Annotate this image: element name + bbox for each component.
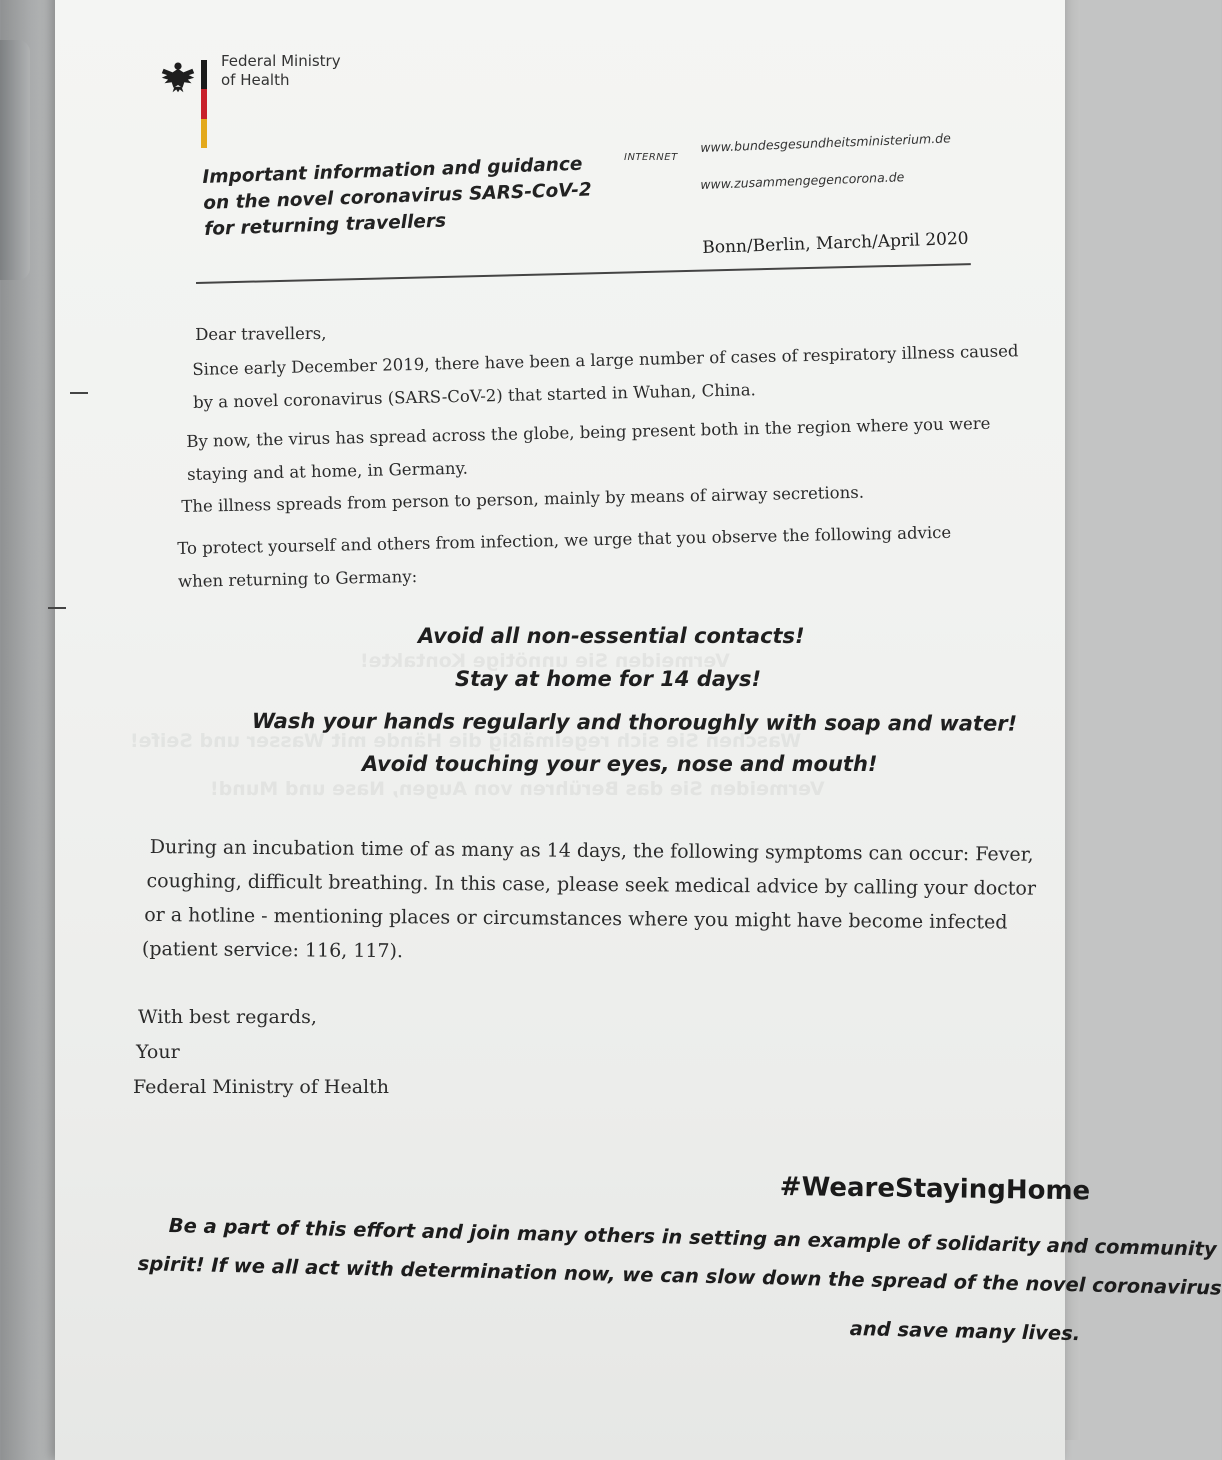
campaign-hashtag: #WeareStayingHome xyxy=(779,1172,1091,1207)
paragraph-line: (patient service: 116, 117). xyxy=(141,937,404,963)
heading-line: for returning travellers xyxy=(203,210,447,240)
paragraph-line: During an incubation time of as many as 14 days, the following symptoms can occur: Fever, xyxy=(149,835,1034,866)
internet-label: INTERNET xyxy=(624,152,678,163)
sign-off-line: Your xyxy=(136,1041,180,1063)
paragraph-line: staying and at home, in Germany. xyxy=(186,458,469,484)
closing-appeal-line: spirit! If we all act with determination now, we can slow down the spread of the novel coronavirus xyxy=(137,1252,1222,1300)
paragraph-line: by a novel coronavirus (SARS-CoV-2) that started in Wuhan, China. xyxy=(192,380,757,412)
paragraph-line: or a hotline - mentioning places or circumstances where you might have become infected xyxy=(144,903,1008,934)
show-through-text: Waschen Sie sich regelmäßig die Hände mit Wasser und Seife! xyxy=(130,730,802,752)
german-flag-stripe xyxy=(201,60,207,148)
heading-line: Important information and guidance xyxy=(202,153,583,188)
heading-line: on the novel coronavirus SARS-CoV-2 xyxy=(202,179,593,214)
advice-line: Avoid touching your eyes, nose and mouth! xyxy=(362,752,878,776)
sign-off-greeting: With best regards, xyxy=(138,1006,317,1028)
show-through-text: Vermeiden Sie das Berühren von Augen, Nase und Mund! xyxy=(210,778,825,800)
seat-edge xyxy=(0,40,30,280)
fold-mark xyxy=(48,607,66,609)
campaign-website-link: www.zusammengegencorona.de xyxy=(700,169,905,192)
sign-off xyxy=(133,1000,390,1105)
advice-line: Avoid all non-essential contacts! xyxy=(418,624,805,648)
ministry-name-line: Federal Ministry xyxy=(221,52,341,70)
paragraph-line: By now, the virus has spread across the globe, being present both in the region where you were xyxy=(186,413,991,451)
paragraph-symptoms xyxy=(141,830,1037,974)
paragraph-line: coughing, difficult breathing. In this case, please seek medical advice by calling your doctor xyxy=(146,869,1037,900)
closing-appeal-line: and save many lives. xyxy=(849,1317,1081,1346)
ministry-name-line: of Health xyxy=(221,71,290,89)
document-heading xyxy=(202,150,624,243)
letter-date: Bonn/Berlin, March/April 2020 xyxy=(702,228,969,258)
ministry-website-link: www.bundesgesundheitsministerium.de xyxy=(700,130,952,155)
show-through-text: Vermeiden Sie unnötige Kontakte! xyxy=(360,650,730,672)
advice-line: Wash your hands regularly and thoroughly with soap and water! xyxy=(251,709,1018,736)
paragraph-line: Since early December 2019, there have been a large number of cases of respiratory illness caused xyxy=(192,341,1019,379)
salutation: Dear travellers, xyxy=(195,323,327,344)
closing-appeal-line: Be a part of this effort and join many others in setting an example of solidarity and community xyxy=(168,1214,1217,1261)
ministry-name xyxy=(221,52,341,90)
fold-mark xyxy=(70,392,88,394)
paragraph-line: To protect yourself and others from infection, we urge that you observe the following advice xyxy=(177,522,952,558)
signature: Federal Ministry of Health xyxy=(133,1076,390,1098)
paragraph-transmission: The illness spreads from person to person, mainly by means of airway secretions. xyxy=(181,482,865,516)
federal-eagle-icon xyxy=(160,58,196,94)
paragraph-line: when returning to Germany: xyxy=(177,566,418,591)
advice-line: Stay at home for 14 days! xyxy=(455,667,762,691)
